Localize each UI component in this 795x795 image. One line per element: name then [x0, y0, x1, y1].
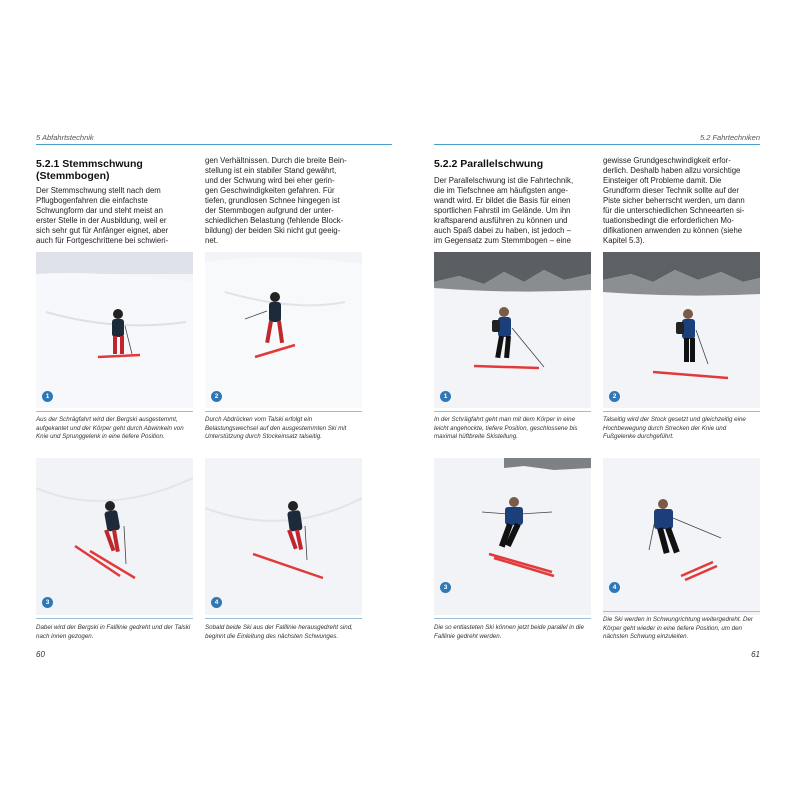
photo-number-badge: 2: [609, 391, 620, 402]
left-section-title-line2: (Stemmbogen): [36, 170, 110, 182]
photo-caption: Sobald beide Ski aus der Falllinie herausgedreht sind, beginnt die Einleitung des nächsten Schwunges.: [205, 624, 353, 640]
photo-number-badge: 1: [440, 391, 451, 402]
text-line: der Stemmbogen aufgrund der unter-: [205, 206, 334, 215]
text-line: derlich. Deshalb haben allzu vorsichtige: [603, 166, 741, 175]
text-line: Piste sicher beherrscht werden, um dann: [603, 196, 745, 205]
text-line: für die unterschiedlichen Schneearten si-: [603, 206, 745, 215]
right-running-head: 5.2 Fahrtechniken: [699, 133, 760, 142]
photo-caption: In der Schrägfahrt geht man mit dem Körper in eine leicht angehockte, tiefere Position, geschlossene bis maximal hüftbreite Skistellung.: [434, 416, 578, 440]
right-header-rule: [434, 144, 760, 145]
left-body-col2: [205, 156, 362, 246]
photo-caption: Dabei wird der Bergski in Falllinie gedreht und der Talski nach innen gezogen.: [36, 624, 191, 640]
photo-parallel-3: [434, 458, 591, 615]
caption-divider: [434, 618, 591, 619]
photo-number-badge: 3: [42, 597, 53, 608]
photo-number-badge: 1: [42, 391, 53, 402]
photo-caption: Durch Abdrücken vom Talski erfolgt ein Belastungswechsel auf den ausgestemmten Ski mit Unterstützung durch Stockeinsatz talseitig.: [205, 416, 347, 440]
text-line: Pflugbogenfahren die einfachste: [36, 196, 148, 205]
photo-stemm-2: [205, 252, 362, 408]
photo-caption: Aus der Schrägfahrt wird der Bergski ausgestemmt, aufgekantet und der Körper geht durch Abwinkeln von Knie und Sprunggelenk in eine tiefere Position.: [36, 416, 184, 440]
photo-number-badge: 4: [609, 582, 620, 593]
caption-divider: [603, 411, 760, 412]
photo-number-badge: 4: [211, 597, 222, 608]
photo-caption: Die Ski werden in Schwungrichtung weitergedreht. Der Körper geht wieder in eine tiefere Position, um den nächsten Schwung einzuleiten.: [603, 616, 753, 640]
left-body-col1: [36, 186, 193, 246]
photo-caption: Talseitig wird der Stock gesetzt und gleichzeitig eine Hochbewegung durch Strecken der Knie und Fußgelenke durchgeführt.: [603, 416, 746, 440]
photo-caption: Die so entlasteten Ski können jetzt beide parallel in die Falllinie gedreht werden.: [434, 624, 584, 640]
caption-divider: [603, 611, 760, 612]
right-section-title: 5.2.2 Parallelschwung: [434, 158, 544, 170]
text-line: bildung) der beiden Ski nicht gut geeig-: [205, 226, 341, 235]
left-section-title: [36, 158, 143, 182]
text-line: schiedlichen Belastung (fehlende Block-: [205, 216, 344, 225]
photo-stemm-4: [205, 458, 362, 615]
caption-divider: [36, 411, 193, 412]
photo-stemm-3: [36, 458, 193, 615]
text-line: tuationsbedingt die erforderlichen Mo-: [603, 216, 734, 225]
text-line: Schwungform dar und steht meist an: [36, 206, 163, 215]
text-line: net.: [205, 236, 219, 245]
right-body-col1: [434, 176, 591, 246]
text-line: und der Schwung wird bei eher gerin-: [205, 176, 335, 185]
photo-number-badge: 3: [440, 582, 451, 593]
text-line: Kapitel 5.3).: [603, 236, 645, 245]
text-line: stellung ist ein stabiler Stand gewährt,: [205, 166, 337, 175]
text-line: Grundform dieser Technik sollte auf der: [603, 186, 739, 195]
photo-parallel-4: [603, 458, 760, 615]
text-line: im Gegensatz zum Stemmbogen – eine: [434, 236, 571, 245]
left-running-head: 5 Abfahrtstechnik: [36, 133, 94, 142]
text-line: difikationen anwenden zu können (siehe: [603, 226, 743, 235]
text-line: Der Parallelschwung ist die Fahrtechnik,: [434, 176, 574, 185]
page-number-left: 60: [36, 650, 45, 659]
text-line: Der Stemmschwung stellt nach dem: [36, 186, 161, 195]
text-line: erster Stelle in der Ausbildung, weil er: [36, 216, 167, 225]
text-line: wandt wird. Er bildet die Basis für einen: [434, 196, 571, 205]
text-line: auch für Fortgeschrittene bei schwieri-: [36, 236, 169, 245]
left-section-title-line1: 5.2.1 Stemmschwung: [36, 158, 143, 170]
text-line: kraftsparend ausführen zu können und: [434, 216, 568, 225]
text-line: die im Tiefschnee am häufigsten ange-: [434, 186, 568, 195]
text-line: gen Geschwindigkeiten gefahren. Für: [205, 186, 335, 195]
text-line: sportlichen Fahrstil im Gelände. Um ihn: [434, 206, 571, 215]
left-header-rule: [36, 144, 392, 145]
photo-stemm-1: [36, 252, 193, 408]
text-line: tiefen, grundlosen Schnee hingegen ist: [205, 196, 340, 205]
caption-divider: [205, 618, 362, 619]
photo-number-badge: 2: [211, 391, 222, 402]
text-line: auch Spaß dabei zu haben, ist jedoch –: [434, 226, 571, 235]
text-line: gewisse Grundgeschwindigkeit erfor-: [603, 156, 731, 165]
page-number-right: 61: [751, 650, 760, 659]
caption-divider: [36, 618, 193, 619]
caption-divider: [434, 411, 591, 412]
photo-parallel-1: [434, 252, 591, 408]
text-line: gen Verhältnissen. Durch die breite Bein-: [205, 156, 347, 165]
text-line: Einsteiger oft Probleme damit. Die: [603, 176, 722, 185]
right-body-col2: [603, 156, 760, 246]
caption-divider: [205, 411, 362, 412]
text-line: sich sehr gut für Anfänger eignet, aber: [36, 226, 169, 235]
photo-parallel-2: [603, 252, 760, 408]
